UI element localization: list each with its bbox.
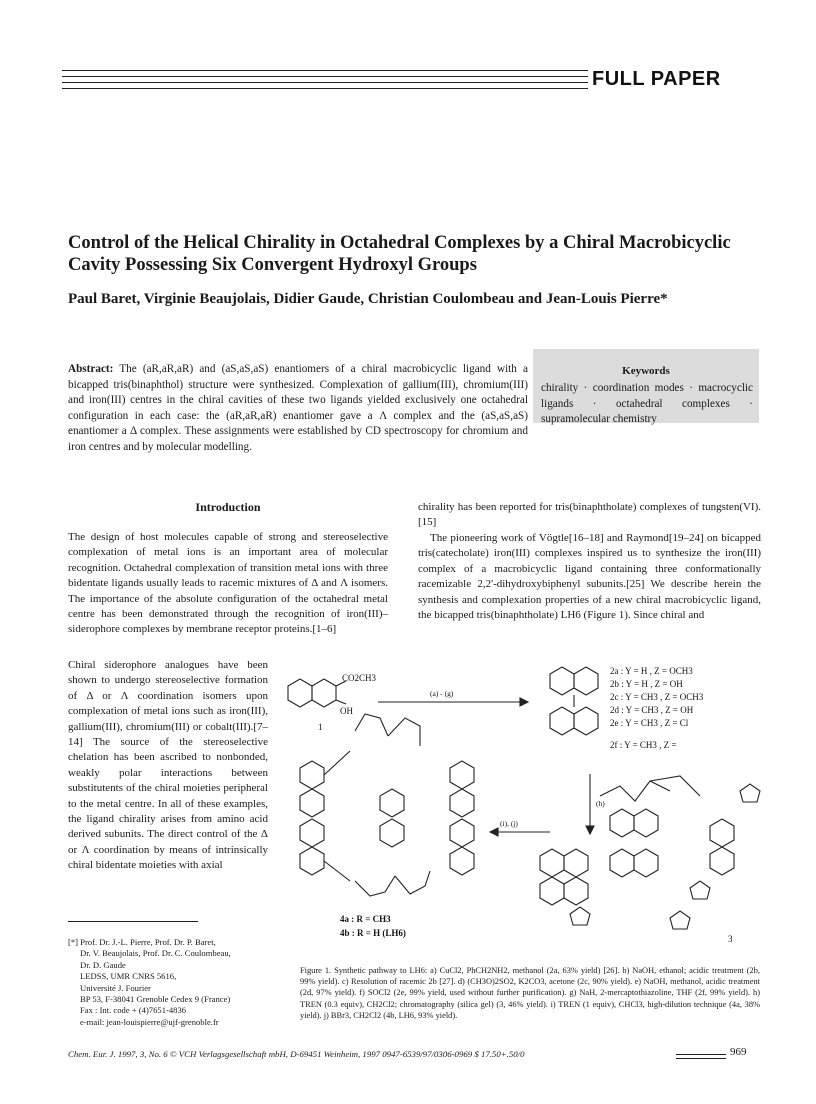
label-oh: OH	[340, 706, 353, 716]
footnote-line: Université J. Fourier	[80, 982, 151, 993]
compound-4-macrobicycle	[300, 714, 474, 896]
footnote-line: Fax : Int. code + (4)7651-4836	[80, 1005, 187, 1016]
label-step-a-g: (a) - (g)	[430, 689, 454, 698]
footnote-rule	[68, 921, 198, 922]
right-paragraph-2: The pioneering work of Vögtle[16–18] and Raymond[19–24] on bicapped tris(catecholate) iron(III) complexes inspired us to synthesize the iron(III) complex of a macrobicyclic ligand containing three conformationally racemizable 2,2'-dihydroxybiphenyl subunits.[25] We describe herein the synthesis and complexation properties of a new chiral macrobicyclic ligand, the bicapped tris(binaphtholate) LH6 (Figure 1). Since chiral and	[418, 532, 761, 622]
label-4a: 4a : R = CH3	[340, 914, 391, 924]
compound-1-structure	[288, 679, 346, 707]
footnote-line: Dr. V. Beaujolais, Prof. Dr. C. Coulombeau,	[80, 948, 231, 959]
abstract	[68, 362, 528, 456]
page-rule	[676, 1058, 726, 1059]
label-compound-1: 1	[318, 722, 323, 732]
author-footnote	[68, 937, 298, 1028]
footnote-line: LEDSS, UMR CNRS 5616,	[80, 971, 177, 982]
label-compound-3: 3	[728, 934, 733, 944]
compound-2-structure	[550, 667, 598, 735]
footnote-line: Dr. D. Gaude	[80, 959, 126, 970]
intro-heading: Introduction	[195, 500, 261, 514]
synthesis-scheme-figure	[270, 656, 770, 956]
figure-caption: Figure 1. Synthetic pathway to LH6: a) CuCl2, PhCH2NH2, methanol (2a, 63% yield) [26]. b) NaOH, ethanol; acidic treatment (2b, 99% yield). c) Resolution of racemic 2b [27]. d) (CH3O)2SO2, K2CO3, acetone (2c, 90% yield). e) NaOH, methanol, acidic treatment (2d, 97% yield). f) SOCl2 (2e, 99% yield, used without further purification). g) NaH, 2-mercaptothiazoline, THF (2f, 99% yield). h) TREN (0.3 equiv), CH2Cl2; chromatography (silica gel) (3, 46% yield). i) TREN (1 equiv), CHCl3, high-dilution technique (4a, 38% yield). j) BBr3, CH2Cl2 (4b, LH6, 93% yield).	[300, 966, 760, 1020]
label-4b: 4b : R = H (LH6)	[340, 928, 406, 938]
footnote-line: [*] Prof. Dr. J.-L. Pierre, Prof. Dr. P. Baret,	[68, 937, 216, 947]
abstract-text: The (aR,aR,aR) and (aS,aS,aS) enantiomers of a chiral macrobicyclic ligand with a bicapped tris(binaphthol) structure were synthesized. Complexation of gallium(III), chromium(III) and iron(III) centres in the chiral cavities of these two ligands yielded exclusively one octahedral configuration in each case: the (aR,aR,aR) enantiomer gave a Λ complex and the (aS,aS,aS) enantiomer a Δ complex. These assignments were established by CD spectroscopy for chromium and iron centres and by molecular modelling.	[68, 363, 528, 453]
label-2c: 2c : Y = CH3 , Z = OCH3	[610, 692, 704, 702]
label-step-h: (h)	[596, 799, 605, 808]
article-title: Control of the Helical Chirality in Octahedral Complexes by a Chiral Macrobicyclic Cavity Possessing Six Convergent Hydroxyl Groups	[68, 233, 731, 275]
compound-3-structure	[540, 776, 734, 929]
label-2e: 2e : Y = CH3 , Z = Cl	[610, 718, 689, 728]
keywords-title: Keywords	[622, 365, 670, 377]
page-rule	[676, 1054, 726, 1055]
page-number: 969	[730, 1046, 747, 1058]
label-co2ch3: CO2CH3	[342, 673, 377, 683]
label-2b: 2b : Y = H , Z = OH	[610, 679, 683, 689]
section-label: FULL PAPER	[592, 68, 721, 90]
keywords-box	[533, 349, 759, 423]
intro-paragraph-1: The design of host molecules capable of strong and stereoselective complexation of metal ions is an important area of molecular recognition. Octahedral complexation of transition metal ions with three bidentate ligands usually leads to racemic mixtures of Δ and Λ isomers. The importance of the absolute configuration of the octahedral metal centre has been demonstrated through the recognition of iron(III)–siderophore complexes by membrane receptor proteins.[1–6]	[68, 531, 388, 636]
thiazoline-ring	[740, 784, 760, 802]
keywords-text: chirality · coordination modes · macrocyclic ligands · octahedral complexes · supramolecular chemistry	[541, 382, 753, 425]
label-2a: 2a : Y = H , Z = OCH3	[610, 666, 693, 676]
intro-paragraph-2: Chiral siderophore analogues have been shown to undergo stereoselective formation of Δ or Λ coordination isomers upon complexation of metal ions such as iron(III), gallium(III), chromium(III) or cobalt(III).[7–14] The source of the stereoselective chelation has been ascribed to nonbonded, weakly polar interactions between substitutents of the chiral moieties peripheral to the metal centre. In all of these examples, the ligand chirality arises from amino acid derived subunits. The direct control of the Δ or Λ coordination by means of intrinsically chiral bidentate moieties with axial	[68, 659, 268, 872]
journal-citation: Chem. Eur. J. 1997, 3, No. 6 © VCH Verlagsgesellschaft mbH, D-69451 Weinheim, 1997 0947-6539/97/0306-0969 $ 17.50+.50/0	[68, 1049, 525, 1059]
right-paragraph-1: chirality has been reported for tris(binaphtholate) complexes of tungsten(VI).[15]	[418, 501, 761, 529]
header-rules	[62, 70, 588, 94]
footnote-line: BP 53, F-38041 Grenoble Cedex 9 (France)	[80, 994, 231, 1005]
label-2f: 2f : Y = CH3 , Z =	[610, 740, 677, 750]
article-authors: Paul Baret, Virginie Beaujolais, Didier Gaude, Christian Coulombeau and Jean-Louis Pierre*	[68, 291, 668, 307]
label-2d: 2d : Y = CH3 , Z = OH	[610, 705, 694, 715]
abstract-label: Abstract:	[68, 363, 114, 375]
footnote-email: e-mail: jean-louispierre@ujf-grenoble.fr	[80, 1016, 219, 1027]
label-step-i-j: (i), (j)	[500, 819, 518, 828]
